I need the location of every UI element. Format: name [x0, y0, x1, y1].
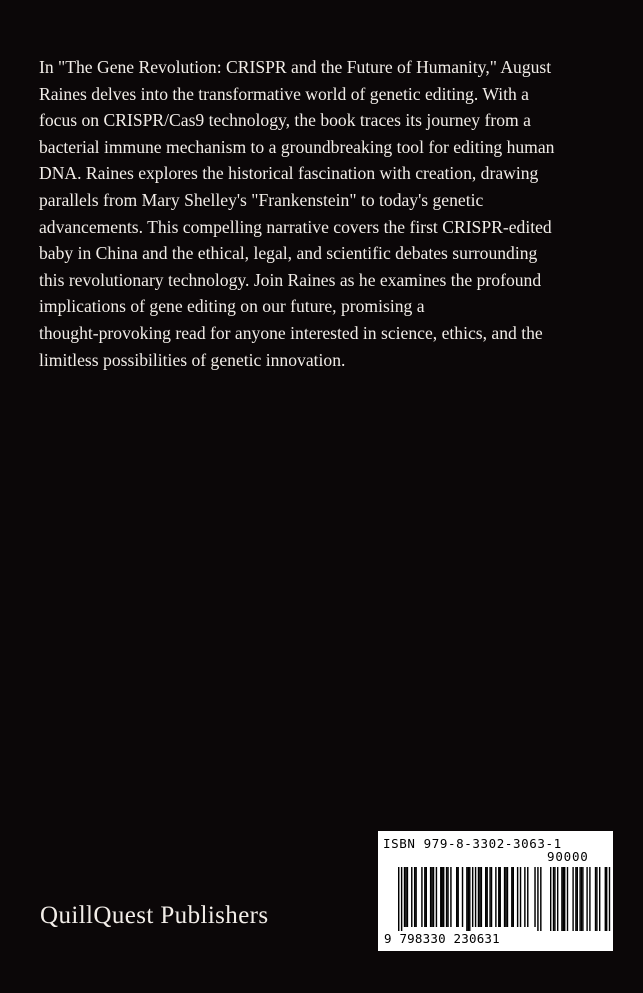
description-line: advancements. This compelling narrative covers the first CRISPR-edited	[39, 216, 552, 237]
description-line: In "The Gene Revolution: CRISPR and the Future of Humanity," August	[39, 57, 552, 77]
description-line: implications of gene editing on our future, promising a	[39, 296, 425, 317]
description-line: this revolutionary technology. Join Raines as he examines the profound	[39, 269, 542, 290]
ean-digits: 9 798330 230631	[384, 931, 500, 946]
isbn-label: ISBN 979-8-3302-3063-1	[383, 836, 562, 851]
description-line: Raines delves into the transformative world of genetic editing. With a	[39, 83, 529, 104]
book-description	[39, 54, 609, 373]
description-line: focus on CRISPR/Cas9 technology, the book traces its journey from a	[39, 110, 531, 131]
price-code: 90000	[547, 849, 589, 864]
description-line: thought-provoking read for anyone interested in science, ethics, and the	[39, 322, 543, 343]
description-line: DNA. Raines explores the historical fascination with creation, drawing	[39, 163, 539, 184]
publisher-name: QuillQuest Publishers	[40, 902, 269, 929]
description-line: bacterial immune mechanism to a groundbreaking tool for editing human	[39, 136, 555, 157]
description-line: parallels from Mary Shelley's "Frankenstein" to today's genetic	[39, 189, 484, 210]
description-line: baby in China and the ethical, legal, and scientific debates surrounding	[39, 243, 538, 264]
description-line: limitless possibilities of genetic innovation.	[39, 349, 346, 370]
isbn-barcode	[378, 831, 613, 951]
